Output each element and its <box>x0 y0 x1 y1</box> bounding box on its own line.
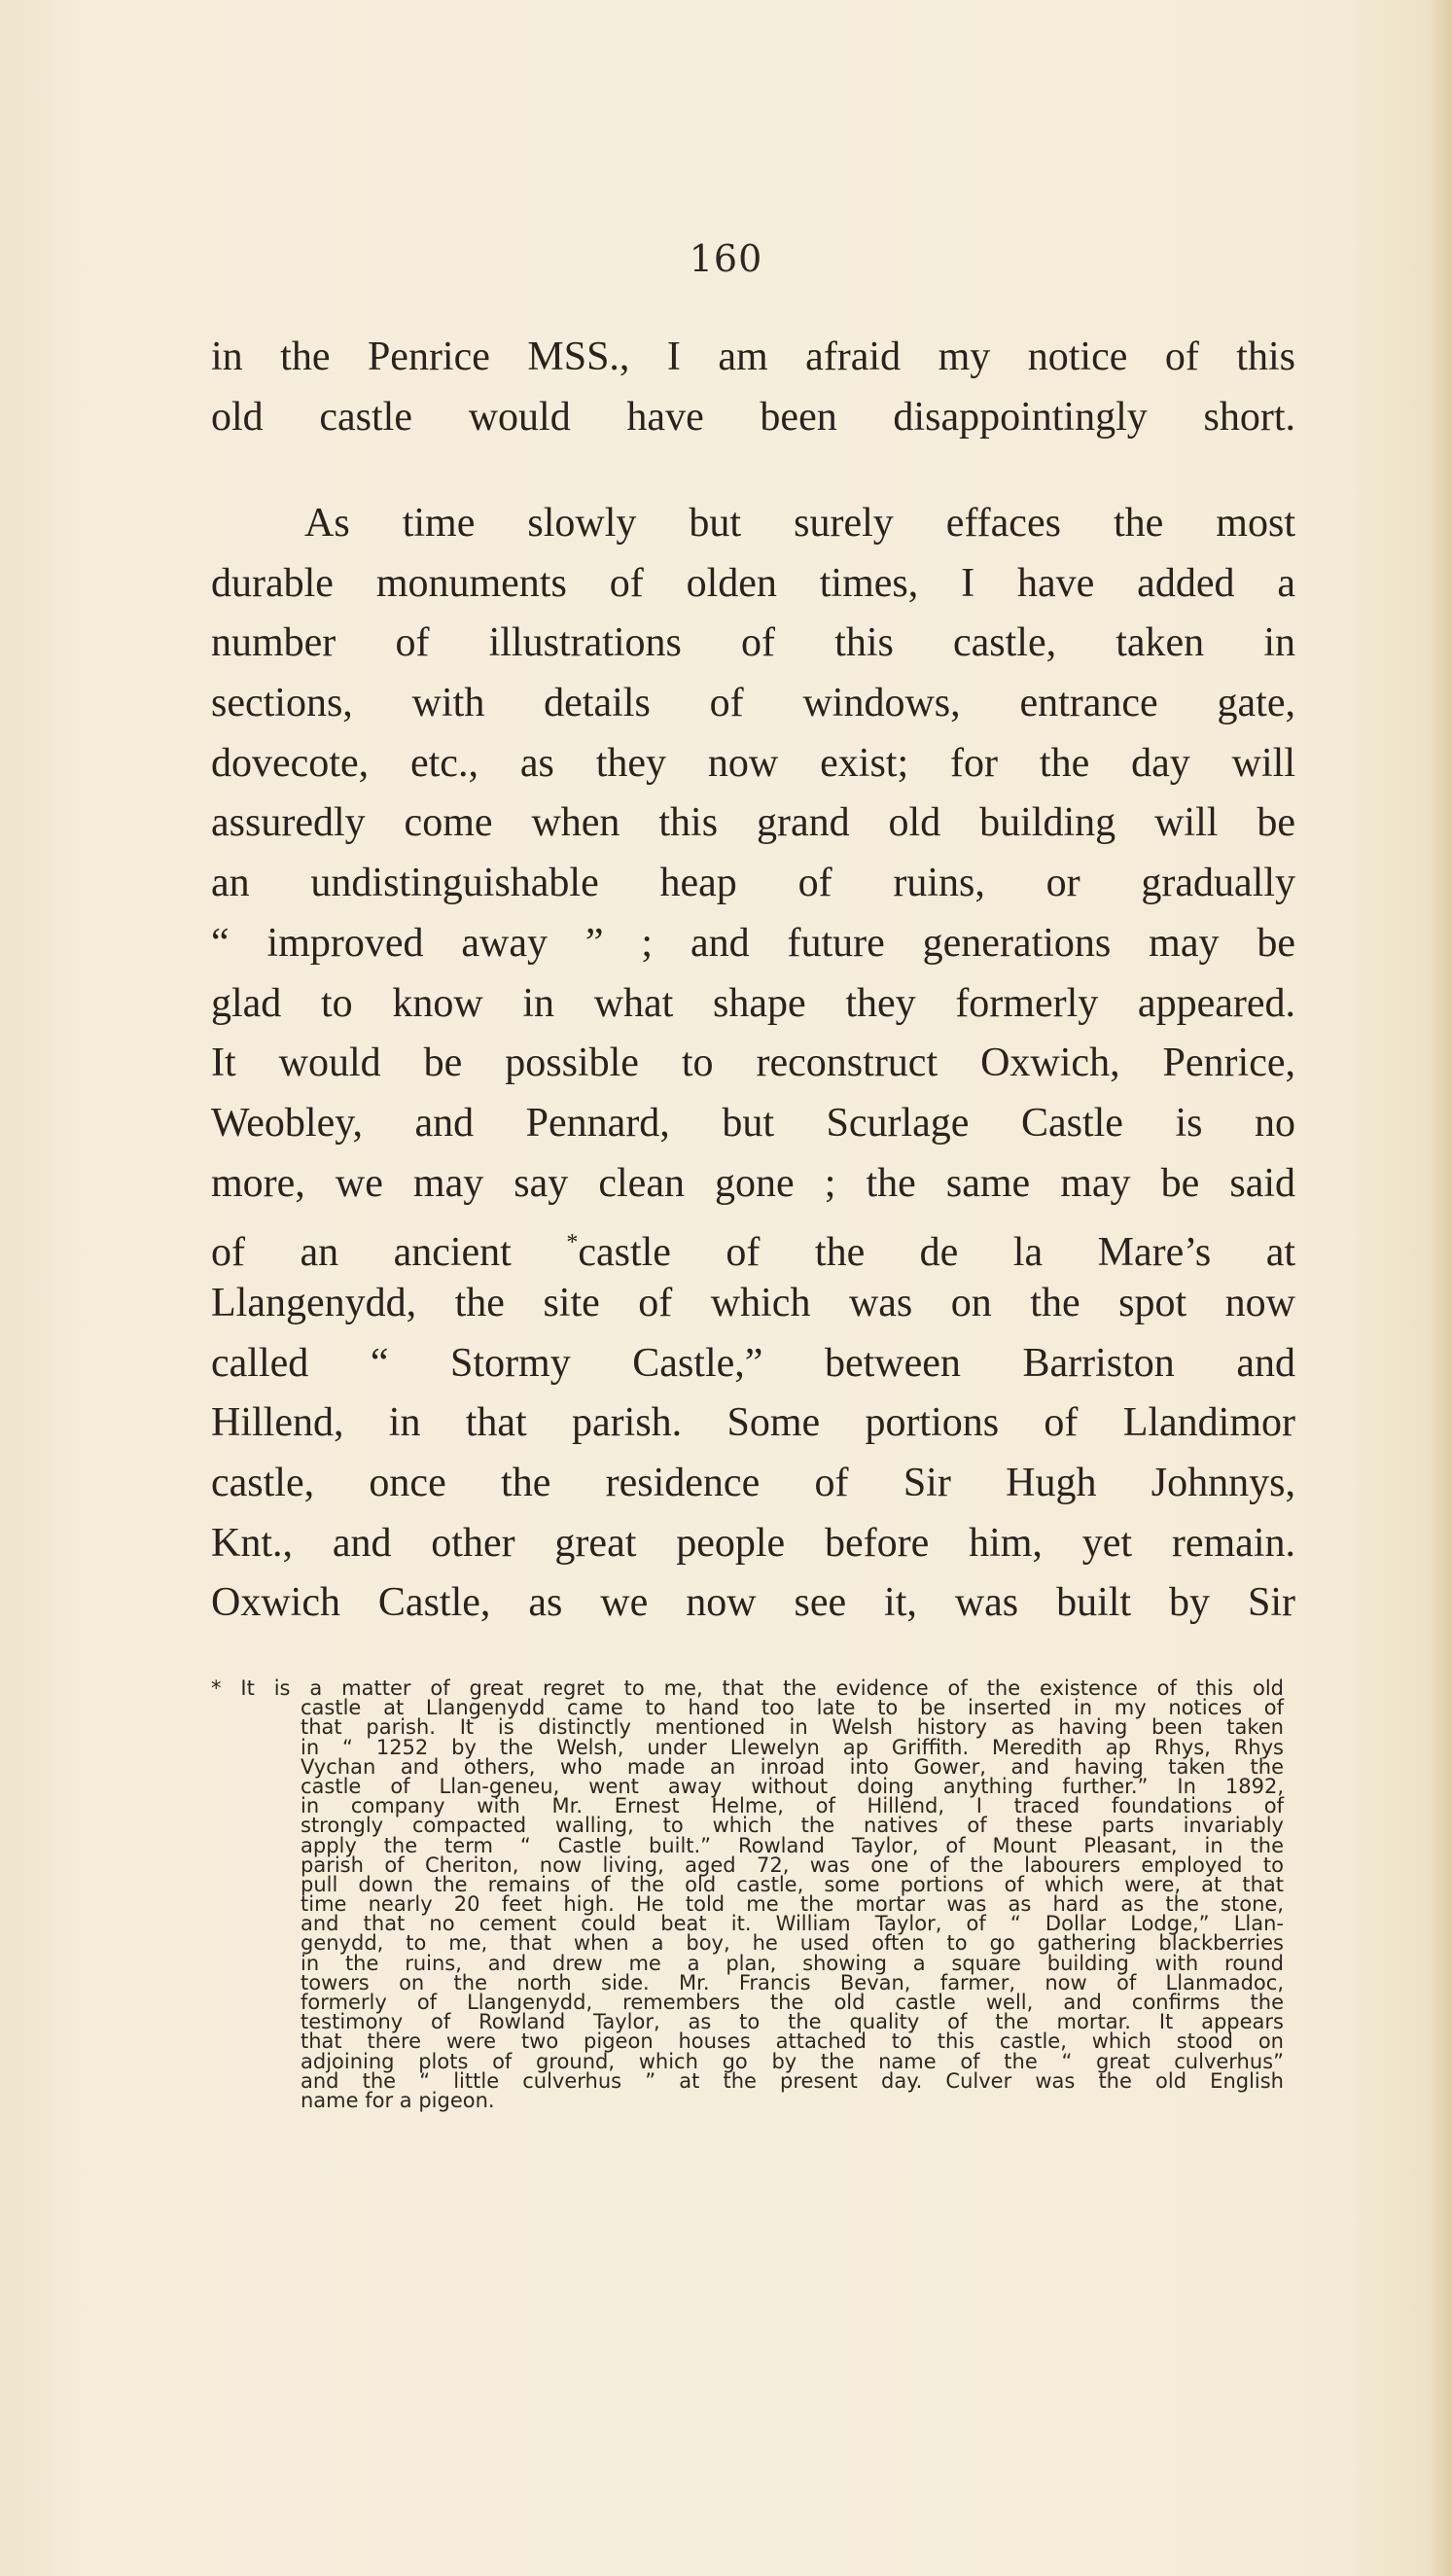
text-line: glad to know in what shape they formerly appeared. <box>211 980 1295 1026</box>
footnote-line: time nearly 20 feet high. He told me the mortar was as hard as the stone, <box>301 1892 1284 1917</box>
text-line: Knt., and other great people before him, yet remain. <box>211 1520 1295 1566</box>
text-line: dovecote, etc., as they now exist; for the day will <box>211 740 1295 786</box>
footnote-line: testimony of Rowland Taylor, as to the quality of the mortar. It appears <box>301 2010 1284 2034</box>
footnote-line: and the “ little culverhus ” at the present day. Culver was the old English <box>301 2068 1284 2093</box>
text-line: “ improved away ” ; and future generations may be <box>211 920 1295 966</box>
footnote-line: formerly of Llangenydd, remembers the old castle well, and confirms the <box>301 1991 1284 2014</box>
text-line: As time slowly but surely effaces the most <box>304 501 1295 546</box>
text-line: It would be possible to reconstruct Oxwich, Penrice, <box>211 1041 1295 1086</box>
text-line: an undistinguishable heap of ruins, or gradually <box>211 861 1295 906</box>
footnote-line: genydd, to me, that when a boy, he used often to go gathering blackberries <box>301 1931 1284 1956</box>
footnote-line: in “ 1252 by the Welsh, under Llewelyn ap Griffith. Meredith ap Rhys, Rhys <box>301 1735 1284 1759</box>
footnote-line: pull down the remains of the old castle, some portions of which were, at that <box>301 1872 1284 1896</box>
footnote-line: name for a pigeon. <box>301 2088 495 2112</box>
text-line: Hillend, in that parish. Some portions of Llandimor <box>211 1400 1295 1446</box>
text-fragment: castle of the de la Mare’s at <box>578 1230 1296 1276</box>
footnote-line: in company with Mr. Ernest Helme, of Hillend, I traced foundations of <box>301 1794 1284 1818</box>
footnote-line: * It is a matter of great regret to me, that the evidence of the existence of this old <box>211 1676 1284 1700</box>
text-line: castle, once the residence of Sir Hugh Johnnys, <box>211 1461 1295 1505</box>
footnote-line: adjoining plots of ground, which go by the name of the “ great culverhus” <box>301 2049 1284 2073</box>
footnote-line: castle at Llangenydd came to hand too late to be inserted in my notices of <box>301 1696 1284 1720</box>
text-fragment: of an ancient <box>211 1230 512 1276</box>
text-line: durable monuments of olden times, I have added a <box>211 560 1295 606</box>
page-number: 160 <box>689 237 763 280</box>
text-line: old castle would have been disappointingly short. <box>211 394 1295 440</box>
text-line: Weobley, and Pennard, but Scurlage Castle is no <box>211 1100 1295 1146</box>
paragraph-1 <box>211 328 1295 447</box>
footnote-marker: * <box>566 1230 579 1256</box>
footnote-line: apply the term “ Castle built.” Rowland Taylor, of Mount Pleasant, in the <box>301 1833 1284 1857</box>
text-line: number of illustrations of this castle, taken in <box>211 620 1295 666</box>
text-line: sections, with details of windows, entrance gate, <box>211 681 1295 726</box>
footnote-line: parish of Cheriton, now living, aged 72, was one of the labourers employed to <box>301 1853 1284 1877</box>
footnote-line: that parish. It is distinctly mentioned in Welsh history as having been taken <box>301 1715 1284 1740</box>
footnote-line: and that no cement could beat it. William Taylor, of “ Dollar Lodge,” Llan- <box>301 1912 1284 1936</box>
footnote-line: towers on the north side. Mr. Francis Bevan, farmer, now of Llanmadoc, <box>301 1970 1284 1994</box>
text-line: in the Penrice MSS., I am afraid my notice of this <box>211 335 1295 379</box>
text-line: more, we may say clean gone ; the same may be said <box>211 1160 1295 1206</box>
footnote-line: in the ruins, and drew me a plan, showing a square building with round <box>301 1951 1284 1975</box>
text-line-with-footnote-marker <box>211 1214 1295 1274</box>
footnote-line: that there were two pigeon houses attached to this castle, which stood on <box>301 2029 1284 2054</box>
text-line: called “ Stormy Castle,” between Barriston and <box>211 1340 1295 1386</box>
footnote <box>211 1678 1284 2110</box>
footnote-line: strongly compacted walling, to which the natives of these parts invariably <box>301 1814 1284 1838</box>
paragraph-2 <box>211 494 1295 1634</box>
footnote-line: Vychan and others, who made an inroad into Gower, and having taken the <box>301 1754 1284 1779</box>
text-line: assuredly come when this grand old building will be <box>211 800 1295 846</box>
footnote-line: castle of Llan-geneu, went away without doing anything further.” In 1892, <box>301 1774 1284 1798</box>
page-edge-shadow <box>1427 0 1452 2576</box>
text-line: Llangenydd, the site of which was on the spot now <box>211 1280 1295 1325</box>
text-line: Oxwich Castle, as we now see it, was built by Sir <box>211 1580 1295 1626</box>
